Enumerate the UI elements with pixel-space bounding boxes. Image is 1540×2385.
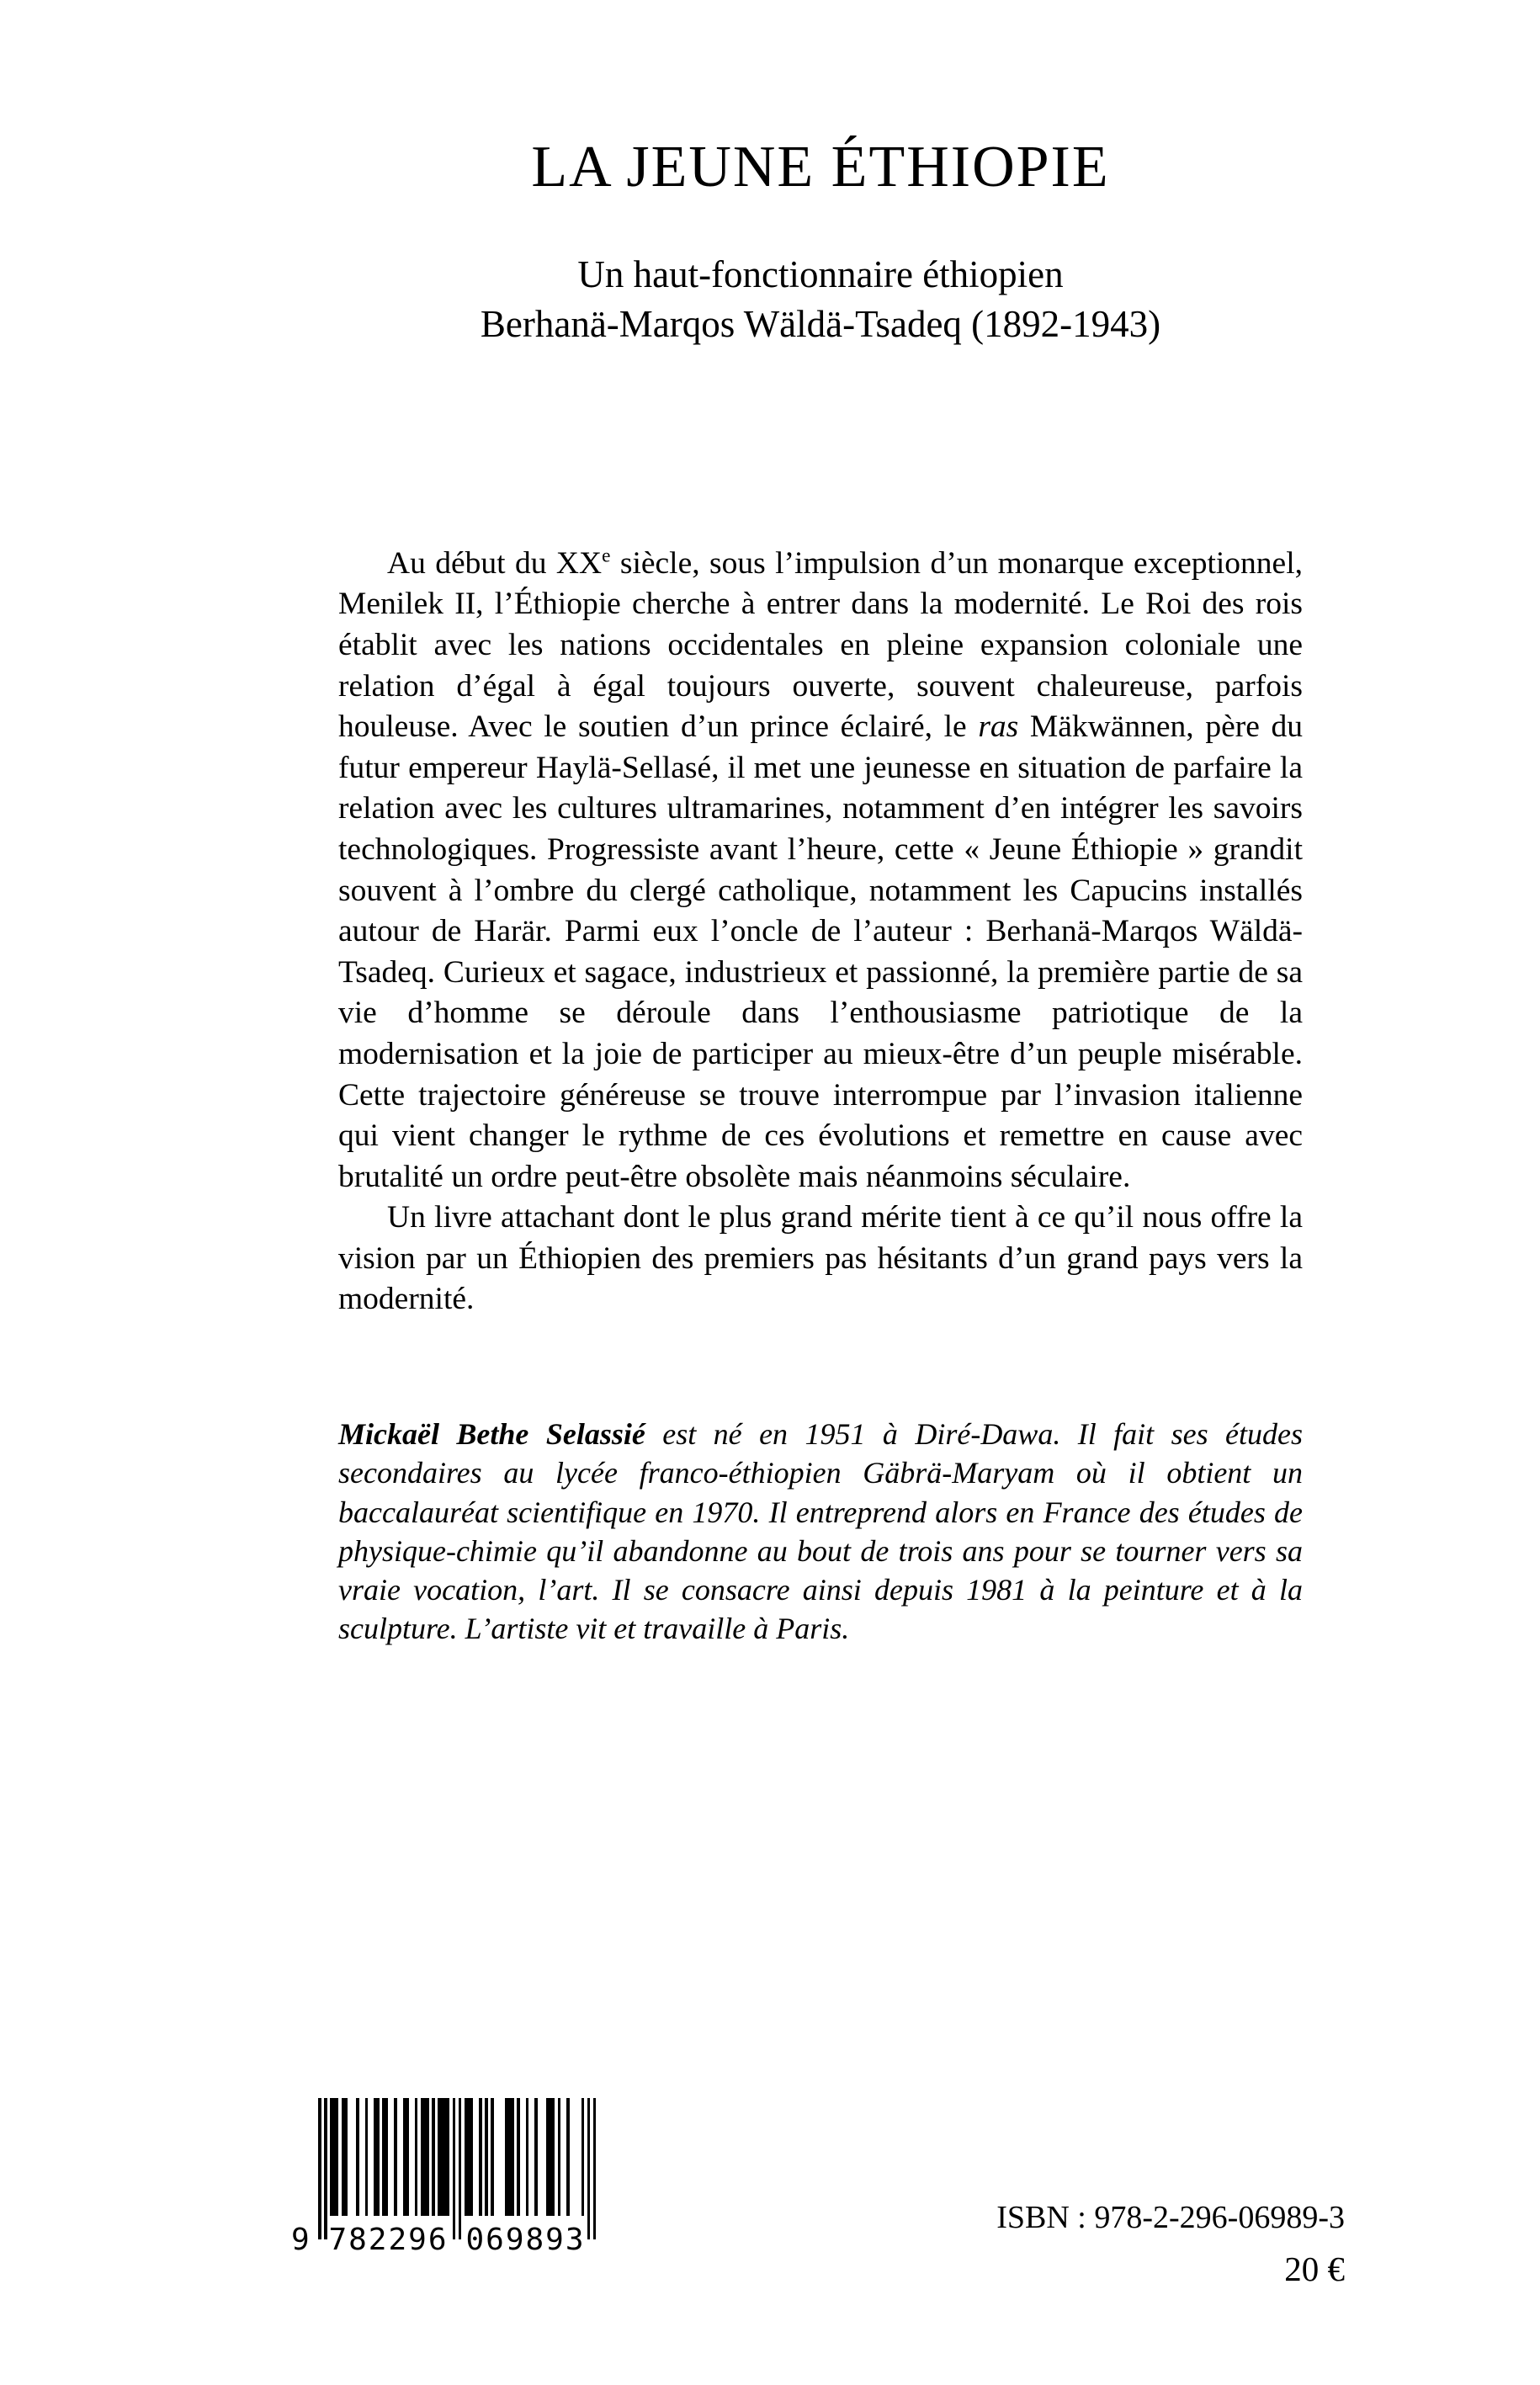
synopsis-paragraph-2: Un livre attachant dont le plus grand mérite tient à ce qu’il nous offre la vision par un Éthiopien des premiers pas hésitants d’un grand pays vers la modernité.: [338, 1200, 1303, 1317]
isbn-price-block: [996, 2198, 1345, 2289]
book-title: LA JEUNE ÉTHIOPIE: [531, 135, 1110, 199]
barcode-digit-group-2: 782296: [328, 2223, 449, 2257]
barcode: [291, 2098, 596, 2279]
barcode-bars: [318, 2098, 596, 2239]
barcode-number: [291, 2223, 596, 2265]
author-bio: Mickaël Bethe Selassié est né en 1951 à Diré-Dawa. Il fait ses études secondaires au lycée franco-éthiopien Gäbrä-Maryam où il obtient un baccalauréat scientifique en 1970. Il entreprend alors en France des études de physique-chimie qu’il abandonne au bout de trois ans pour se tourner vers sa vraie vocation, l’art. Il se consacre ainsi depuis 1981 à la peinture et à la sculpture. L’artiste vit et travaille à Paris.: [338, 1417, 1303, 1646]
synopsis-paragraph-1: Au début du XXe siècle, sous l’impulsion d’un monarque exceptionnel, Menilek II, l’Éthiopie cherche à entrer dans la modernité. Le Roi des rois établit avec les nations occidentales en pleine expansion coloniale une relation d’égal à égal toujours ouverte, souvent chaleureuse, parfois houleuse. Avec le soutien d’un prince éclairé, le ras Mäkwännen, père du futur empereur Haylä-Sellasé, il met une jeunesse en situation de parfaire la relation avec les cultures ultramarines, notamment d’en intégrer les savoirs technologiques. Progressiste avant l’heure, cette « Jeune Éthiopie » grandit souvent à l’ombre du clergé catholique, notamment les Capucins installés autour de Harär. Parmi eux l’oncle de l’auteur : Berhanä-Marqos Wäldä-Tsadeq. Curieux et sagace, industrieux et passionné, la première partie de sa vie d’homme se déroule dans l’enthousiasme patriotique de la modernisation et la joie de participer au mieux-être d’un peuple misérable. Cette trajectoire généreuse se trouve interrompue par l’invasion italienne qui vient changer le rythme de ces évolutions et remettre en cause avec brutalité un ordre peut-être obsolète mais néanmoins séculaire.: [338, 544, 1304, 1194]
subtitle-line-1: Un haut-fonctionnaire éthiopien: [577, 253, 1064, 295]
barcode-digit-group-3: 069893: [465, 2223, 586, 2257]
isbn-text: ISBN : 978-2-296-06989-3: [996, 2200, 1345, 2235]
subtitle-line-2: Berhanä-Marqos Wäldä-Tsadeq (1892-1943): [480, 303, 1161, 346]
price-text: 20 €: [1284, 2249, 1345, 2288]
synopsis: [338, 544, 1303, 1320]
barcode-digit-group-1: 9: [291, 2223, 311, 2257]
content-column: [338, 0, 1303, 1649]
book-subtitle: [338, 250, 1303, 350]
